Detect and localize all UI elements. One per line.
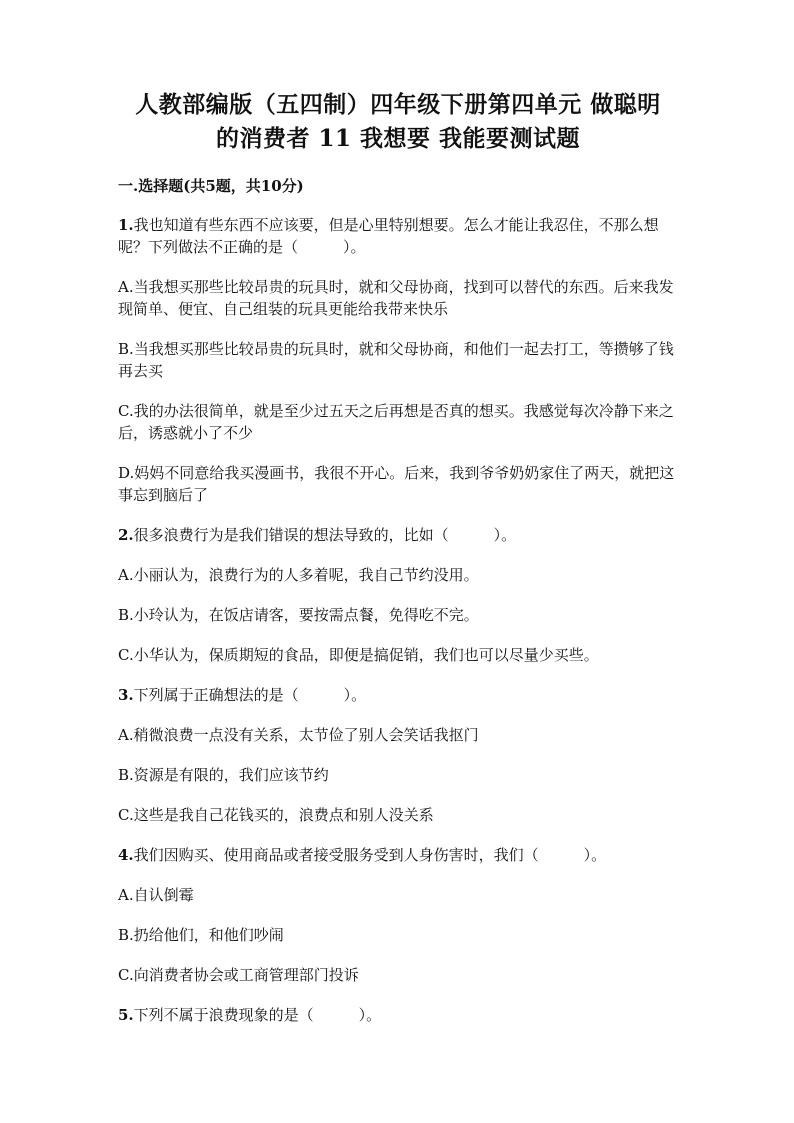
document-page bbox=[118, 88, 678, 1026]
title-line-1: 人教部编版（五四制）四年级下册第四单元 做聪明 bbox=[135, 91, 661, 118]
question-stem bbox=[118, 1004, 678, 1026]
question-number: 1. bbox=[118, 216, 134, 234]
title-line-2: 的消费者 11 我想要 我能要测试题 bbox=[215, 125, 581, 152]
section-heading: 一.选择题(共5题，共10分) bbox=[118, 177, 304, 195]
option-c: C.我的办法很简单，就是至少过五天之后再想是否真的想买。我感觉每次冷静下来之后，诱惑就小了不少 bbox=[118, 402, 674, 442]
question-5 bbox=[118, 1004, 678, 1026]
question-text: 我也知道有些东西不应该要，但是心里特别想要。怎么才能让我忍住，不那么想呢？下列做法不正确的是（ ）。 bbox=[118, 216, 659, 256]
page-title bbox=[118, 88, 678, 156]
option-b: B.小玲认为，在饭店请客，要按需点餐，免得吃不完。 bbox=[118, 606, 479, 624]
question-stem bbox=[118, 214, 678, 258]
question-text: 下列属于正确想法的是（ ）。 bbox=[133, 686, 367, 704]
option-a: A.小丽认为，浪费行为的人多着呢，我自己节约没用。 bbox=[118, 566, 479, 584]
question-stem bbox=[118, 844, 678, 866]
option-c: C.向消费者协会或工商管理部门投诉 bbox=[118, 966, 359, 984]
question-2 bbox=[118, 524, 678, 666]
option-b: B.扔给他们，和他们吵闹 bbox=[118, 926, 284, 944]
option-b: B.当我想买那些比较昂贵的玩具时，就和父母协商，和他们一起去打工，等攒够了钱再去买 bbox=[118, 340, 674, 380]
question-4 bbox=[118, 844, 678, 986]
option-a: A.当我想买那些比较昂贵的玩具时，就和父母协商，找到可以替代的东西。后来我发现简单、便宜、自己组装的玩具更能给我带来快乐 bbox=[118, 278, 674, 318]
question-text: 我们因购买、使用商品或者接受服务受到人身伤害时，我们（ ）。 bbox=[133, 846, 607, 864]
option-b: B.资源是有限的，我们应该节约 bbox=[118, 766, 329, 784]
option-a: A.稍微浪费一点没有关系，太节俭了别人会笑话我抠门 bbox=[118, 726, 479, 744]
question-text: 很多浪费行为是我们错误的想法导致的，比如（ ）。 bbox=[133, 526, 517, 544]
question-stem bbox=[118, 524, 678, 546]
question-number: 4. bbox=[118, 846, 134, 864]
option-a: A.自认倒霉 bbox=[118, 886, 194, 904]
question-stem bbox=[118, 684, 678, 706]
question-number: 2. bbox=[118, 526, 134, 544]
option-c: C.小华认为，保质期短的食品，即便是搞促销，我们也可以尽量少买些。 bbox=[118, 646, 599, 664]
question-1 bbox=[118, 214, 678, 506]
question-3 bbox=[118, 684, 678, 826]
question-number: 3. bbox=[118, 686, 134, 704]
question-text: 下列不属于浪费现象的是（ ）。 bbox=[133, 1006, 382, 1024]
option-d: D.妈妈不同意给我买漫画书，我很不开心。后来，我到爷爷奶奶家住了两天，就把这事忘到脑后了 bbox=[118, 464, 675, 504]
question-number: 5. bbox=[118, 1006, 134, 1024]
option-c: C.这些是我自己花钱买的，浪费点和别人没关系 bbox=[118, 806, 434, 824]
